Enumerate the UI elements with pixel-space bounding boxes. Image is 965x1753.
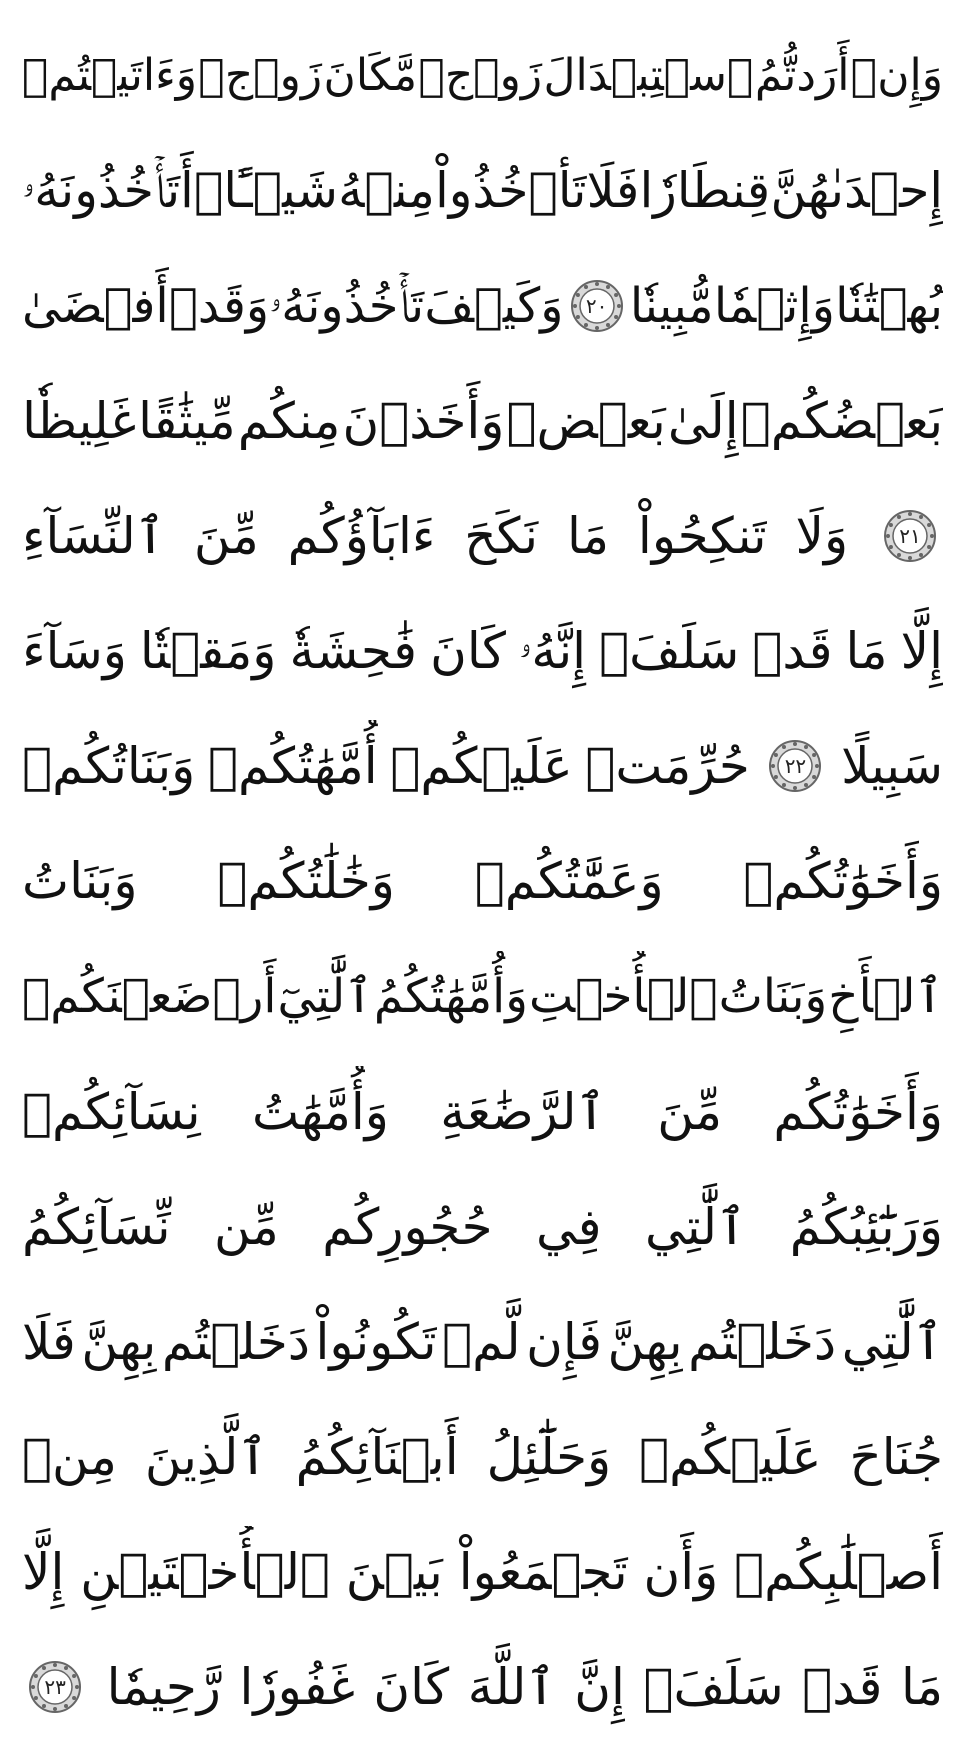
word: ٱلَّٰتِي [841,1312,943,1371]
word: غَفُورٗا [239,1657,355,1716]
word: وَأُمَّهَٰتُ [251,1082,389,1141]
word: تَأۡخُذُواْ [435,162,587,220]
word: فَلَا [586,162,640,220]
word: وَأَن [643,1542,719,1601]
word: أَرۡضَعۡنَكُمۡ [22,968,277,1024]
word: ٱلَّذِينَ [144,1427,268,1486]
ayah-number: ٢٢ [784,754,807,779]
word: أَفۡضَىٰ [22,278,169,335]
word: نِسَآئِكُمۡ [22,1082,201,1141]
word: مِنۡهُ [338,162,435,220]
word: وَأَخَوَٰتُكُمۡ [743,852,943,911]
word: وَحَلَٰٓئِلُ [486,1427,612,1486]
word: ٱلنِّسَآءِ [22,507,165,566]
ayah-number: ٢٣ [44,1674,66,1699]
word: كَانَ [430,622,506,681]
word: كَانَ [373,1657,450,1716]
word: حُرِّمَتۡ [585,737,750,796]
word: وَأُمَّهَٰتُكُمُ [373,968,528,1024]
word: مِّيثَٰقًا [138,392,236,451]
word: نَكَحَ [464,507,539,566]
word: مِنۡ [22,1427,117,1486]
word: ٱلۡأُخۡتِ [529,968,718,1024]
word: ٱللَّهَ [467,1657,556,1716]
word: تَجۡمَعُواْ [458,1542,628,1601]
word: وَبَنَاتُ [718,968,828,1024]
verse-line [22,30,943,122]
verse-line [22,145,943,237]
word: وَأَخَذۡنَ [342,392,505,451]
verse-line [22,720,943,812]
word: فَٰحِشَةٗ [289,622,418,681]
word: مِنكُم [237,392,341,451]
word: دَخَلۡتُم [688,1312,837,1371]
word: وَرَبَٰٓئِبُكُمُ [789,1197,943,1256]
word: تَأۡخُذُونَهُۥ [269,278,425,335]
verse-line [22,1411,943,1503]
word: وَبَنَاتُكُمۡ [22,737,196,796]
word: نِّسَآئِكُمُ [22,1197,171,1256]
word: مِّنَ [657,1082,723,1141]
word: ٱلَّٰتِي [644,1197,747,1256]
word: وَكَيۡفَ [424,278,564,335]
word: جُنَاحَ [849,1427,943,1486]
verse-line [22,835,943,927]
word: سَبِيلًا [841,737,943,796]
word: ءَابَآؤُكُم [287,507,436,566]
word: فِي [535,1197,602,1256]
word: رَّحِيمٗا [106,1657,221,1716]
word: شَيۡـًٔاۚ [193,162,338,220]
word: فَإِن [526,1312,602,1371]
word: إِنَّ [574,1657,625,1716]
word: ٱسۡتِبۡدَالَ [543,50,754,101]
verse-line [22,1181,943,1273]
word: مِّن [214,1197,279,1256]
word: غَلِيظٗا [22,392,137,451]
word: إِلَّا [22,1542,65,1601]
verse-line [22,605,943,697]
word: وَبَنَاتُ [22,852,138,911]
ayah-marker [768,739,822,793]
word: أَصۡلَٰبِكُمۡ [734,1542,943,1601]
verse-line [22,951,943,1043]
word: مَّكَانَ [323,50,418,101]
verse-line [22,1526,943,1618]
word: أَرَدتُّمُ [754,50,850,101]
word: بَعۡضٖ [506,392,666,451]
word: مَا [567,507,610,566]
word: تَنكِحُواْ [637,507,767,566]
word: مُّبِينٗا [629,278,714,335]
word: أُمَّهَٰتُكُمۡ [207,737,378,796]
word: دَخَلۡتُم [161,1312,310,1371]
word: تَكُونُواْ [315,1312,437,1371]
word: ٱلرَّضَٰعَةِ [440,1082,606,1141]
word: إِنَّهُۥ [518,622,587,681]
word: بَيۡنَ [345,1542,443,1601]
verse-line [22,375,943,467]
word: مَا [900,1657,943,1716]
word: بَعۡضُكُمۡ [740,392,943,451]
word: مِّنَ [193,507,259,566]
word: قِنطَارٗا [639,162,771,220]
word: إِحۡدَىٰهُنَّ [770,162,943,220]
ayah-marker [570,279,624,333]
word: ٱلَّٰتِيٓ [277,968,373,1024]
word: وَمَقۡتٗا [139,622,277,681]
word: ٱلۡأَخِ [828,968,943,1024]
word: عَلَيۡكُمۡ [390,737,573,796]
word: أَتَأۡخُذُونَهُۥ [22,162,194,220]
word: وَإِنۡ [850,50,943,101]
verse-line [22,1066,943,1158]
word: وَأَخَوَٰتُكُم [773,1082,943,1141]
word: وَإِثۡمٗا [713,278,835,335]
word: أَبۡنَآئِكُمُ [295,1427,459,1486]
word: قَدۡ [752,622,833,681]
word: سَلَفَۚ [599,622,740,681]
word: وَءَاتَيۡتُمۡ [22,50,198,101]
word: ٱلۡأُخۡتَيۡنِ [80,1542,330,1601]
word: زَوۡجٖ [418,50,543,101]
word: بِهِنَّ [81,1312,157,1371]
word: زَوۡجٖ [198,50,323,101]
word: بُهۡتَٰنٗا [835,278,943,335]
word: لَّمۡ [442,1312,521,1371]
verse-line [22,490,943,582]
word: حُجُورِكُم [322,1197,493,1256]
ayah-marker [28,1660,82,1714]
verse-line [22,260,943,352]
ayah-marker [883,509,937,563]
word: وَسَآءَ [22,622,127,681]
verse-line [22,1296,943,1388]
word: وَقَدۡ [168,278,270,335]
ayah-number: ٢٠ [585,294,608,319]
ayah-number: ٢١ [899,524,921,549]
word: فَلَا [22,1312,76,1371]
word: مَا [845,622,888,681]
word: سَلَفَۗ [643,1657,784,1716]
word: قَدۡ [802,1657,883,1716]
word: وَخَٰلَٰتُكُمۡ [217,852,395,911]
word: بِهِنَّ [607,1312,683,1371]
verse-line [22,1641,943,1733]
word: إِلَىٰ [667,392,739,451]
word: وَلَا [795,507,849,566]
word: وَعَمَّٰتُكُمۡ [474,852,664,911]
word: عَلَيۡكُمۡ [639,1427,822,1486]
word: إِلَّا [900,622,943,681]
